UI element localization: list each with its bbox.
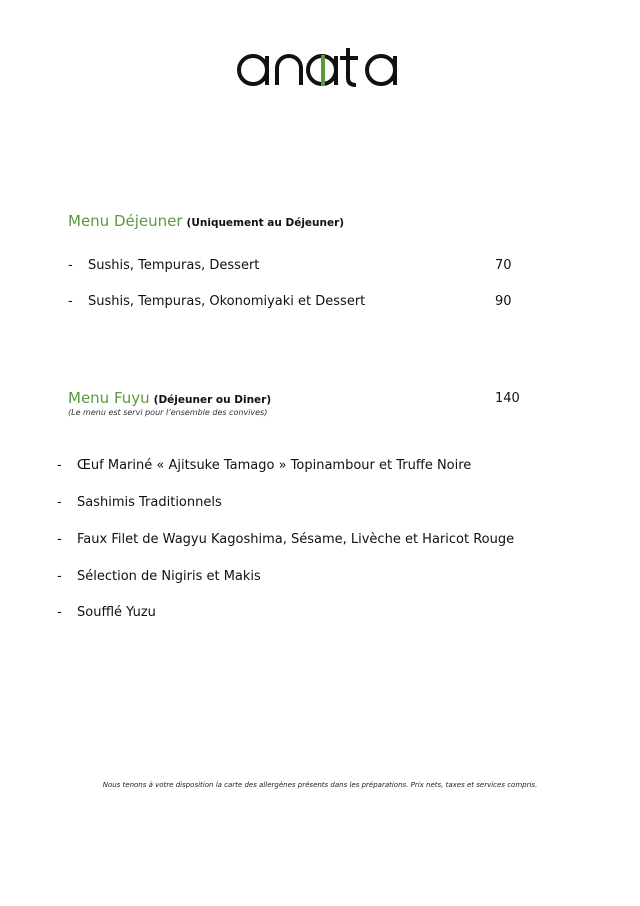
course-item: Soufflé Yuzu xyxy=(77,605,156,620)
course-item: Sashimis Traditionnels xyxy=(77,495,222,510)
menu-item-price: 90 xyxy=(495,294,512,309)
dash-marker: - xyxy=(57,495,62,510)
dash-marker: - xyxy=(57,532,62,547)
menu-fuyu-label: Menu Fuyu xyxy=(68,389,150,407)
menu-fuyu-title xyxy=(68,389,271,407)
dash-marker: - xyxy=(57,569,62,584)
dash-marker: - xyxy=(57,605,62,620)
course-item: Faux Filet de Wagyu Kagoshima, Sésame, Livèche et Haricot Rouge xyxy=(77,532,515,547)
footer-note: Nous tenons à votre disposition la carte des allergènes présents dans les préparations. Prix nets, taxes et services compris. xyxy=(102,781,538,789)
menu-dejeuner-label: Menu Déjeuner xyxy=(68,212,183,230)
dash-marker: - xyxy=(68,294,73,309)
anata-logo xyxy=(236,44,406,94)
menu-fuyu-price: 140 xyxy=(495,391,520,406)
menu-fuyu-note: (Déjeuner ou Diner) xyxy=(153,394,272,406)
menu-item-price: 70 xyxy=(495,258,512,273)
logo-graphic xyxy=(236,44,406,94)
menu-dejeuner-title xyxy=(68,212,344,230)
course-item: Œuf Mariné « Ajitsuke Tamago » Topinambour et Truffe Noire xyxy=(77,458,472,473)
menu-dejeuner-note: (Uniquement au Déjeuner) xyxy=(186,217,345,229)
dash-marker: - xyxy=(57,458,62,473)
course-item: Sélection de Nigiris et Makis xyxy=(77,569,261,584)
menu-fuyu-subnote: (Le menu est servi pour l’ensemble des convives) xyxy=(68,408,268,417)
menu-item-label: Sushis, Tempuras, Dessert xyxy=(88,258,260,273)
dash-marker: - xyxy=(68,258,73,273)
menu-item-label: Sushis, Tempuras, Okonomiyaki et Dessert xyxy=(88,294,366,309)
